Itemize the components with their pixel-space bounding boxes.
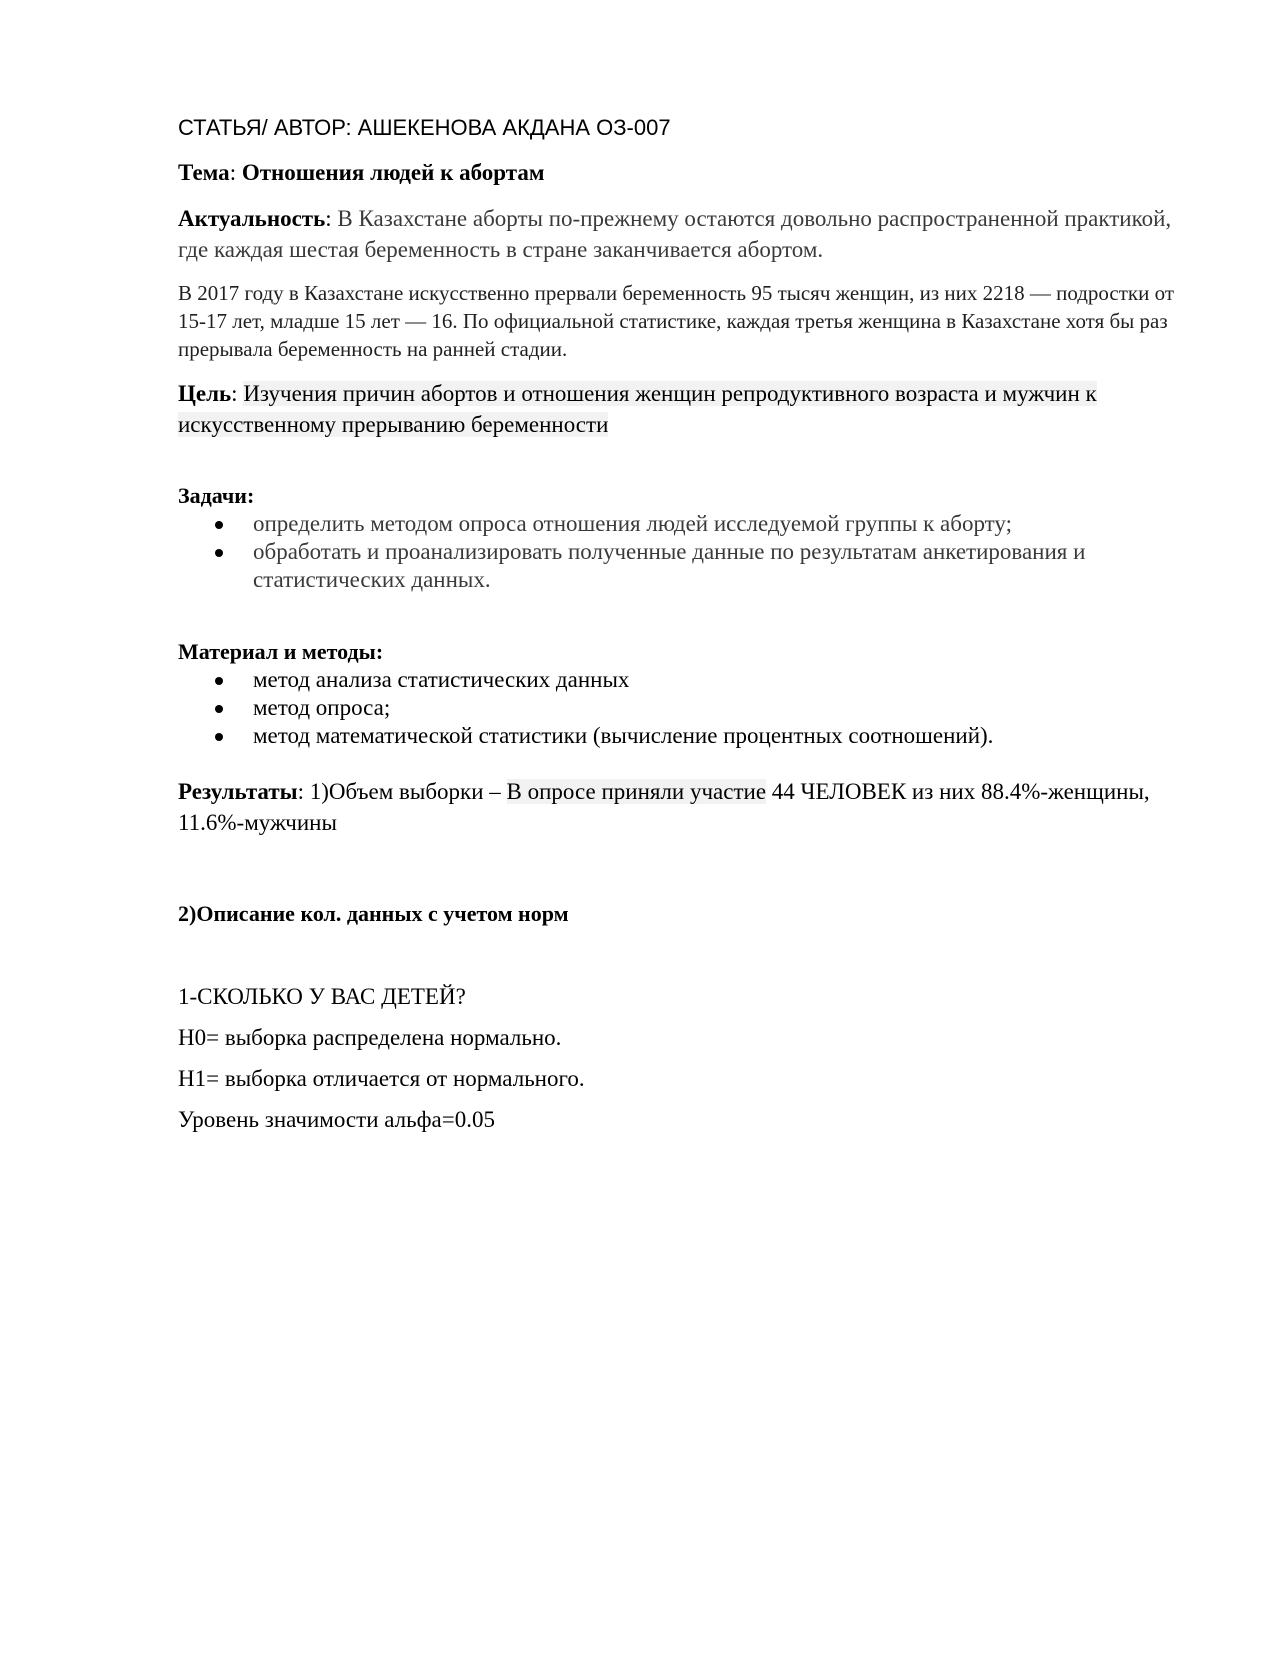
topic-label: Тема [178,160,230,185]
goal-label: Цель [178,381,232,406]
topic-title: Отношения людей к абортам [241,160,545,185]
goal-colon: : [231,381,244,406]
relevance-colon: : [325,206,332,231]
hypothesis-h0: Н0= выборка распределена нормально. [178,1025,562,1050]
statistics-paragraph: В 2017 году в Казахстане искусственно прервали беременность 95 тысяч женщин, из них 2218 — подростки от 15-17 лет, младше 15 лет — 16. По официальной статистике, каждая третья женщина в Казахстане хотя бы раз прерывала беременность на ранней стадии. [178,281,1175,361]
topic-line [178,157,1188,188]
list-item: определить методом опроса отношения людей исследуемой группы к аборту; [178,510,1188,538]
list-item: обработать и проанализировать полученные данные по результатам анкетирования и статистических данных. [178,538,1188,594]
results-colon: : [297,779,304,804]
section2-heading [178,898,1188,929]
relevance-paragraph [178,203,1188,265]
list-item: метод опроса; [178,694,1188,722]
results-paragraph [178,776,1188,838]
hypothesis-h1: Н1= выборка отличается от нормального. [178,1066,585,1091]
tasks-heading [178,482,1188,510]
list-item: метод математической статистики (вычисление процентных соотношений). [178,722,1188,750]
methods-list [178,666,1188,750]
document-page [178,112,1188,1135]
goal-text: Изучения причин абортов и отношения женщин репродуктивного возраста и мужчин к искусственному прерыванию беременности [178,381,1097,437]
question1-title: 1-СКОЛЬКО У ВАС ДЕТЕЙ? [178,984,466,1009]
goal-paragraph [178,378,1188,440]
methods-heading [178,638,1188,666]
results-suffix: 44 ЧЕЛОВЕК из них 88.4%-женщины, 11.6%-мужчины [178,779,1150,835]
section2-heading-text: 2)Описание кол. данных с учетом норм [178,901,569,926]
list-item: метод анализа статистических данных [178,666,1188,694]
tasks-list [178,510,1188,594]
results-highlight: В опросе приняли участие [506,779,767,804]
topic-colon: : [229,160,237,185]
results-label: Результаты [178,779,298,804]
significance-level: Уровень значимости альфа=0.05 [178,1107,495,1132]
tasks-heading-text: Задачи: [178,483,255,508]
results-prefix: 1)Объем выборки – [303,779,507,804]
methods-heading-text: Материал и методы: [178,639,384,664]
relevance-label: Актуальность [178,206,326,231]
author-header: СТАТЬЯ/ АВТОР: АШЕКЕНОВА АКДАНА ОЗ-007 [178,115,671,140]
relevance-text: В Казахстане аборты по-прежнему остаются довольно распространенной практикой, где каждая шестая беременность в стране заканчивается абортом. [178,206,1172,262]
